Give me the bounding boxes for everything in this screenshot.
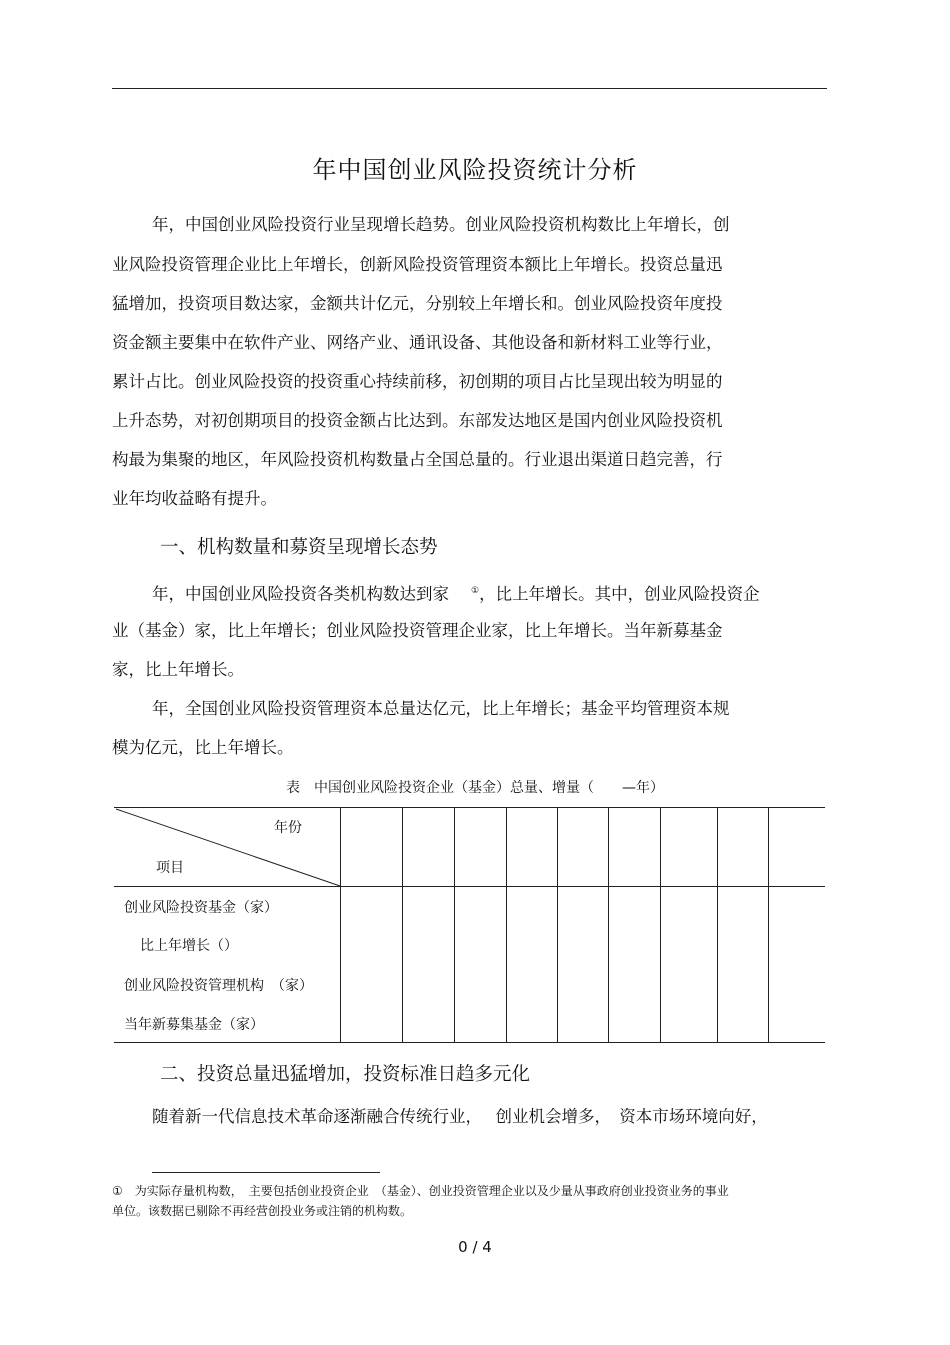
section1-heading: 一、机构数量和募资呈现增长态势	[160, 537, 438, 558]
row-label: 比上年增长（）	[140, 938, 238, 954]
document-title: 年中国创业风险投资统计分析	[312, 156, 638, 184]
header-item-label: 项目	[156, 860, 184, 876]
footnote-mark[interactable]: ①	[471, 586, 480, 596]
intro-line: 业年均收益略有提升。	[112, 489, 277, 508]
section1-para1-text-a: 年，中国创业风险投资各类机构数达到家	[152, 584, 449, 604]
intro-line: 业风险投资管理企业比上年增长，创新风险投资管理资本额比上年增长。投资总量迅	[112, 255, 723, 274]
page-number: 0 / 4	[458, 1238, 492, 1256]
row-label: 创业风险投资管理机构 （家）	[124, 978, 313, 994]
section1-para1-line3: 家，比上年增长。	[112, 660, 244, 679]
section1-para2-line2: 模为亿元，比上年增长。	[112, 738, 294, 757]
section1-para2-line1: 年，全国创业风险投资管理资本总量达亿元，比上年增长；基金平均管理资本规	[152, 699, 730, 718]
header-year-label: 年份	[274, 820, 302, 836]
section2-para1-line1: 随着新一代信息技术革命逐渐融合传统行业， 创业机会增多， 资本市场环境向好，	[152, 1107, 768, 1126]
intro-line: 猛增加，投资项目数达家，金额共计亿元，分别较上年增长和。创业风险投资年度投	[112, 294, 723, 313]
intro-line: 上升态势，对初创期项目的投资金额占比达到。东部发达地区是国内创业风险投资机	[112, 411, 723, 430]
row-label: 当年新募集基金（家）	[124, 1017, 264, 1033]
intro-line: 年，中国创业风险投资行业呈现增长趋势。创业风险投资机构数比上年增长，创	[152, 215, 730, 234]
footnote-rule	[152, 1172, 380, 1173]
intro-line: 构最为集聚的地区，年风险投资机构数量占全国总量的。行业退出渠道日趋完善，行	[112, 450, 723, 469]
section1-para1-text-b: ，比上年增长。其中，创业风险投资企	[479, 584, 760, 604]
table-caption: 表 中国创业风险投资企业（基金）总量、增量（ —年）	[286, 780, 664, 796]
intro-line: 累计占比。创业风险投资的投资重心持续前移，初创期的项目占比呈现出较为明显的	[112, 372, 723, 391]
data-table	[114, 807, 825, 1043]
footnote-line: ① 为实际存量机构数， 主要包括创业投资企业 （基金）、创业投资管理企业以及少量从事政府创业投资业务的事业	[112, 1184, 729, 1198]
header-rule	[112, 88, 827, 89]
section2-heading: 二、投资总量迅猛增加，投资标准日趋多元化	[160, 1064, 531, 1085]
section1-para1-line1	[152, 578, 760, 608]
intro-line: 资金额主要集中在软件产业、网络产业、通讯设备、其他设备和新材料工业等行业，	[112, 333, 723, 352]
table-grid	[114, 807, 825, 1043]
row-label: 创业风险投资基金（家）	[124, 900, 278, 916]
section1-para1-line2: 业（基金）家，比上年增长；创业风险投资管理企业家，比上年增长。当年新募基金	[112, 621, 723, 640]
footnote-line: 单位。该数据已剔除不再经营创投业务或注销的机构数。	[112, 1204, 413, 1218]
